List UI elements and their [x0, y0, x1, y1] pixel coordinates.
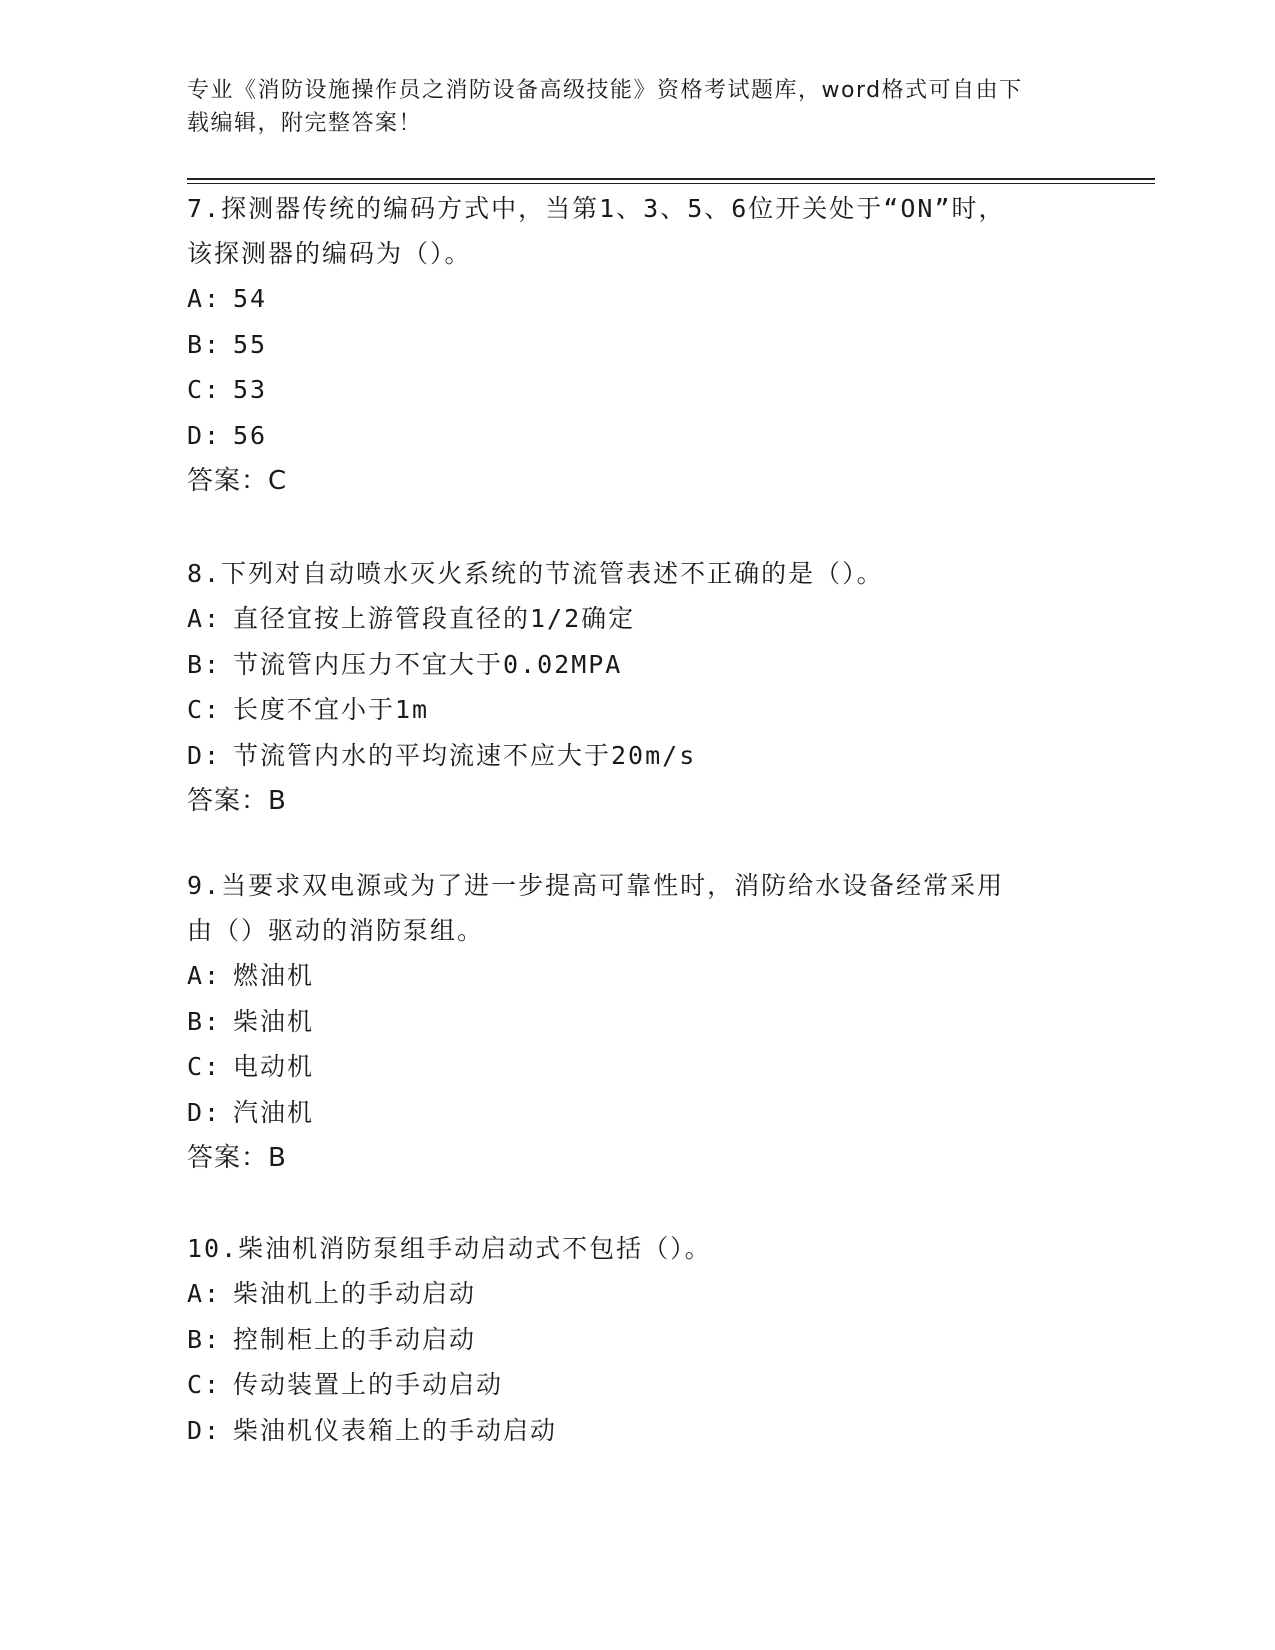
option-d — [187, 1090, 1087, 1136]
option-text: 传动装置上的手动启动 — [233, 1370, 504, 1399]
option-text: 55 — [233, 329, 268, 359]
option-b — [187, 642, 1087, 688]
header-divider-thick — [187, 178, 1155, 180]
option-text: 柴油机 — [233, 1006, 315, 1036]
question-stem: 8.下列对自动喷水灭火系统的节流管表述不正确的是（）。 — [187, 559, 884, 588]
option-label: C: — [187, 1370, 222, 1399]
question-7 — [187, 186, 1087, 504]
option-text: 控制柜上的手动启动 — [233, 1324, 477, 1354]
option-d — [187, 1408, 1087, 1454]
option-label: C: — [187, 375, 222, 404]
option-c — [187, 1044, 1087, 1090]
answer: 答案：C — [187, 466, 288, 496]
option-label: D: — [187, 420, 222, 450]
option-text: 汽油机 — [233, 1097, 315, 1127]
option-a — [187, 276, 1087, 322]
header-line-2: 载编辑，附完整答案！ — [187, 111, 423, 136]
question-stem-continued: 该探测器的编码为（）。 — [187, 239, 472, 268]
question-stem: 7.探测器传统的编码方式中，当第1、3、5、6位开关处于“ON”时， — [187, 194, 1006, 223]
answer: 答案：B — [187, 786, 287, 816]
option-label: C: — [187, 695, 222, 724]
option-text: 柴油机上的手动启动 — [233, 1279, 477, 1308]
option-label: D: — [187, 1415, 222, 1445]
option-d — [187, 413, 1087, 459]
option-text: 燃油机 — [233, 961, 315, 990]
question-8 — [187, 551, 1087, 824]
option-label: D: — [187, 740, 222, 770]
question-10 — [187, 1226, 1087, 1453]
option-label: B: — [187, 1324, 222, 1354]
option-a — [187, 1271, 1087, 1317]
header-line-1: 专业《消防设施操作员之消防设备高级技能》资格考试题库，word格式可自由下 — [187, 78, 1023, 103]
option-text: 56 — [233, 420, 268, 450]
option-label: A: — [187, 1279, 222, 1308]
option-text: 柴油机仪表箱上的手动启动 — [233, 1415, 558, 1445]
question-stem: 9.当要求双电源或为了进一步提高可靠性时，消防给水设备经常采用 — [187, 871, 1005, 900]
option-text: 电动机 — [233, 1052, 315, 1081]
question-stem: 10.柴油机消防泵组手动启动式不包括（）。 — [187, 1234, 712, 1263]
option-b — [187, 322, 1087, 368]
option-label: C: — [187, 1052, 222, 1081]
header-divider-thin — [187, 183, 1155, 184]
option-label: A: — [187, 284, 222, 313]
option-d — [187, 733, 1087, 779]
option-label: D: — [187, 1097, 222, 1127]
option-text: 节流管内压力不宜大于0.02MPA — [233, 649, 623, 679]
answer: 答案：B — [187, 1143, 287, 1173]
question-9 — [187, 863, 1087, 1181]
option-b — [187, 1317, 1087, 1363]
option-c — [187, 687, 1087, 733]
option-label: B: — [187, 1006, 222, 1036]
option-c — [187, 367, 1087, 413]
option-label: B: — [187, 329, 222, 359]
option-label: A: — [187, 961, 222, 990]
question-stem-continued: 由（）驱动的消防泵组。 — [187, 916, 485, 945]
option-c — [187, 1362, 1087, 1408]
option-text: 直径宜按上游管段直径的1/2确定 — [233, 604, 636, 633]
option-label: B: — [187, 649, 222, 679]
option-text: 节流管内水的平均流速不应大于20m/s — [233, 740, 697, 770]
document-header — [187, 74, 1067, 140]
option-a — [187, 953, 1087, 999]
option-text: 53 — [233, 375, 268, 404]
option-label: A: — [187, 604, 222, 633]
option-a — [187, 596, 1087, 642]
option-b — [187, 999, 1087, 1045]
option-text: 54 — [233, 284, 268, 313]
option-text: 长度不宜小于1m — [233, 695, 430, 724]
